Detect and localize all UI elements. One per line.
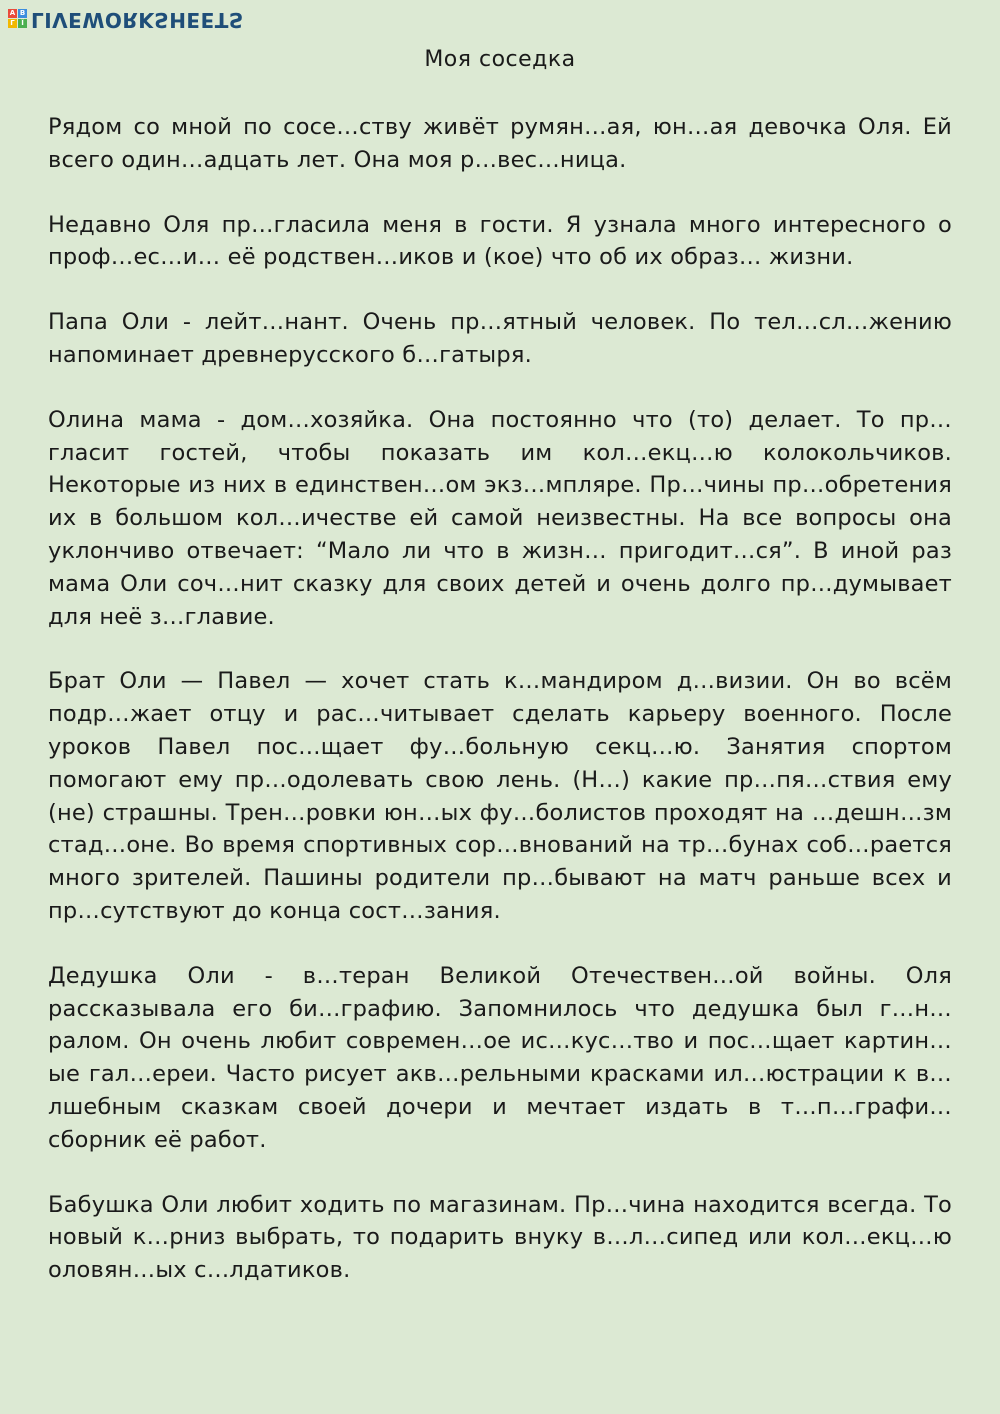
logo-mark-letter: B [19, 8, 26, 17]
paragraph-grandmother: Бабушка Оли любит ходить по магазинам. Пр…чина находится всегда. То новый к…рниз выбрать, то подарить внуку в…л…сипед или кол…екц…ю оловян…ых с…лдатиков. [48, 1191, 952, 1284]
logo-text: LIVEWORKSHEETS [31, 8, 244, 32]
logo-mark-icon [8, 9, 27, 28]
page-title: Моя соседка [424, 47, 576, 72]
liveworksheets-logo [8, 6, 244, 30]
paragraph-grandfather: Дедушка Оли - в…теран Великой Отечествен…ой войны. Оля рассказывала его би…графию. Запомнилось что дедушка был г…н…ралом. Он очень любит современ…ое ис…кус…тво и пос…щает картин…ые гал…ереи. Часто рисует акв…рельными красками ил…юстрации к в…лшебным сказкам своей дочери и мечтает издать в т…п…графи… сборник её работ. [48, 962, 952, 1153]
paragraph-father: Папа Оли - лейт…нант. Очень пр…ятный человек. По тел…сл…жению напоминает древнерусского б…гатыря. [48, 309, 952, 368]
paragraph-brother: Брат Оли — Павел — хочет стать к…мандиром д…визии. Он во всём подр…жает отцу и рас…читывает сделать карьеру военного. После уроков Павел пос…щает фу…больную секц…ю. Занятия спортом помогают ему пр…одолевать свою лень. (Н…) какие пр…пя…ствия ему (не) страшны. Трен…ровки юн…ых фу…болистов проходят на …дешн…зм стад…оне. Во время спортивных сор…внований на тр…бунах соб…рается много зрителей. Пашины родители пр…бывают на матч раньше всех и пр…сутствуют до конца сост…зания. [48, 668, 952, 924]
worksheet-text [48, 111, 952, 1319]
logo-mark-letter: A [9, 8, 16, 17]
paragraph-intro: Рядом со мной по сосе…ству живёт румян…ая, юн…ая девочка Оля. Ей всего один…адцать лет. Она моя р…вес…ница. [48, 114, 952, 173]
logo-mark-letter: Ї [18, 19, 27, 28]
paragraph-visit: Недавно Оля пр…гласила меня в гости. Я узнала много интересного о проф…ес…и… её родствен…иков и (кое) что об их образ… жизни. [48, 211, 952, 271]
paragraph-mother: Олина мама - дом…хозяйка. Она постоянно что (то) делает. То пр…гласит гостей, чтобы показать им кол…екц…ю колокольчиков. Некоторые из них в единствен…ом экз…мпляре. Пр…чины пр…обретения их в большом кол…ичестве ей самой неизвестны. На все вопросы она уклончиво отвечает: “Мало ли что в жизн… пригодит…ся”. В иной раз мама Оли соч…нит сказку для своих детей и очень долго пр…думывает для неё з…главие. [48, 406, 952, 630]
logo-mark-letter: Г [8, 19, 17, 28]
